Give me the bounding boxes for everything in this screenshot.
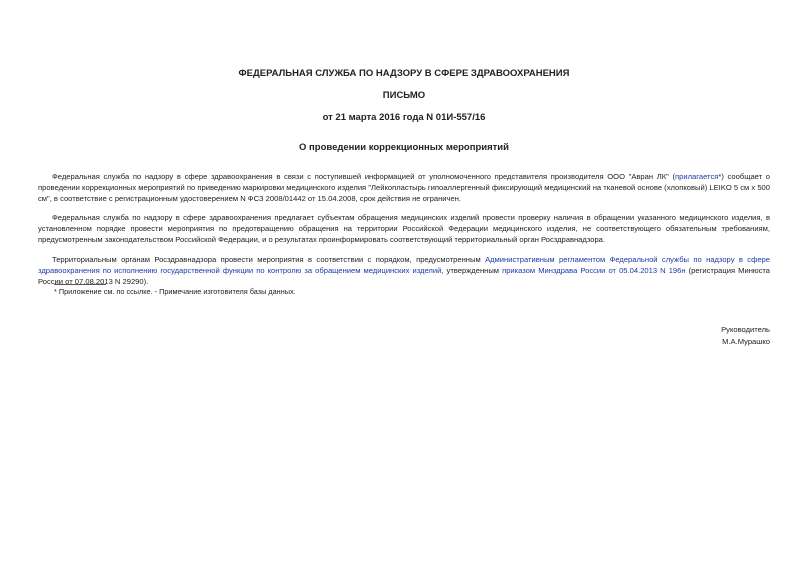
regulation-link[interactable]: Административным регламентом Федеральной службы по надзору в сфере здравоохранения по исполнению государственной функции по контролю за обращением медицинских изделий bbox=[38, 255, 770, 276]
paragraph-2-text: Федеральная служба по надзору в сфере здравоохранения предлагает субъектам обращения медицинских изделий провести проверку наличия в обращении указанного медицинского изделия, в установленном порядке провести мероприятия по предотвращению обращения на территории Российской Федерации медицинского изделия, не соответствующего обязательным требованиям, предусмотренным законодательством Российской Федерации, и о результатах проинформировать соответствующий территориальный орган Росздравнадзора. bbox=[38, 213, 770, 245]
paragraph-3-text-b: , утвержденным bbox=[441, 266, 503, 276]
order-link[interactable]: приказом Минздрава России от 05.04.2013 N 196н bbox=[502, 266, 686, 276]
attachment-link[interactable]: прилагается bbox=[675, 172, 719, 181]
paragraph-1 bbox=[38, 171, 770, 205]
document-subject: О проведении коррекционных мероприятий bbox=[299, 142, 509, 153]
paragraph-1-text-b: *) сообщает о проведении коррекционных мероприятий по приведению маркировки медицинского изделия "Лейкопластырь гипоаллергенный фиксирующий медицинский на тканевой основе (хлопковый) LEIKO 5 см х 500 см", в соответствие с регистрационным удостоверением N ФСЗ 2008/01442 от 15.04.2008, срок действия не ограничен. bbox=[38, 172, 770, 204]
paragraph-2 bbox=[38, 212, 770, 246]
paragraph-3 bbox=[38, 254, 770, 288]
paragraph-3-text-c: (регистрация Минюста России от 07.08.2013 N 29290). bbox=[38, 266, 770, 287]
agency-title: ФЕДЕРАЛЬНАЯ СЛУЖБА ПО НАДЗОРУ В СФЕРЕ ЗДРАВООХРАНЕНИЯ bbox=[238, 68, 570, 79]
footnote-divider bbox=[54, 284, 106, 285]
document-type: ПИСЬМО bbox=[382, 90, 426, 101]
document-date-number: от 21 марта 2016 года N 01И-557/16 bbox=[322, 112, 486, 123]
footnote: * Приложение см. по ссылке. - Примечание изготовителя базы данных. bbox=[54, 287, 296, 296]
paragraph-3-text-a: Территориальным органам Росздравнадзора провести мероприятия в соответствии с порядком, предусмотренным bbox=[52, 255, 486, 264]
paragraph-1-text-a: Федеральная служба по надзору в сфере здравоохранения в связи с поступившей информацией от уполномоченного представителя производителя ООО "Авран ЛК" ( bbox=[52, 172, 676, 181]
signature-title: Руководитель bbox=[721, 325, 770, 334]
signature-name: М.А.Мурашко bbox=[722, 337, 770, 346]
